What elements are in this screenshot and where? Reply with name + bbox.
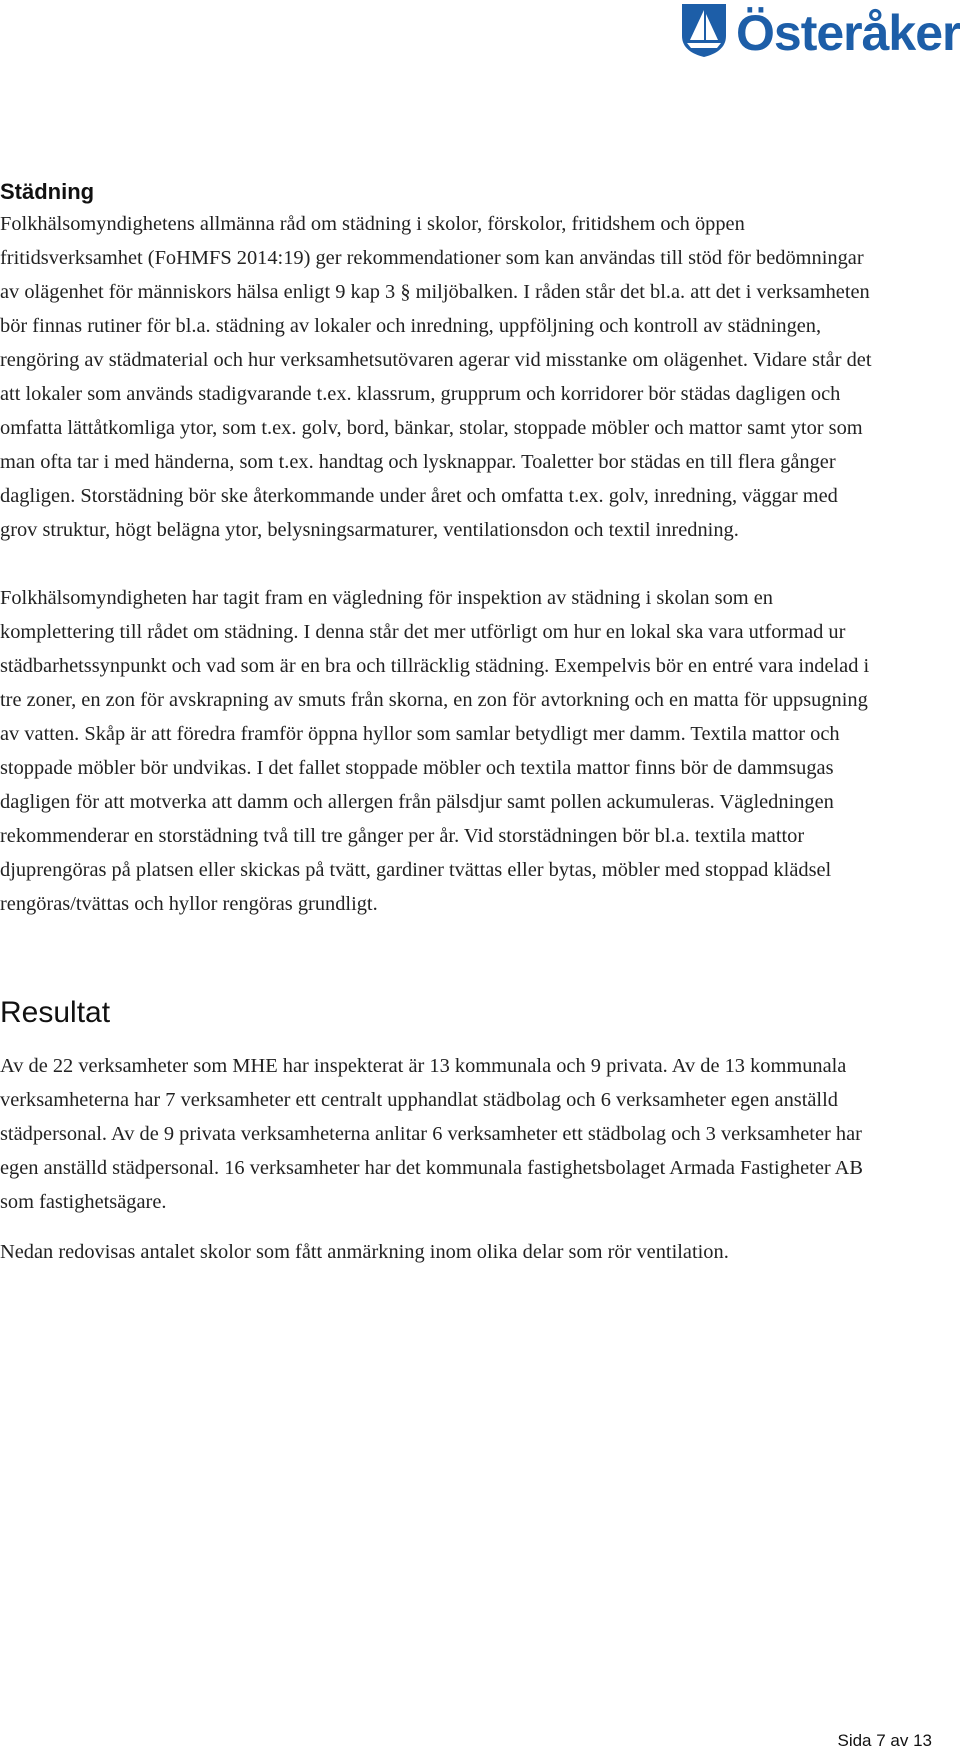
spacer [0, 547, 880, 581]
page-number: Sida 7 av 13 [837, 1731, 932, 1750]
paragraph: Folkhälsomyndighetens allmänna råd om städning i skolor, förskolor, fritidshem och öppen fritidsverksamhet (FoHMFS 2014:19) ger rekommendationer som kan användas till stöd för bedömningar av olägenhet för människors hälsa enligt 9 kap 3 § miljöbalken. I råden står det bl.a. att det i verksamheten bör finnas rutiner för bl.a. städning av lokaler och inredning, uppföljning och kontroll av städningen, rengöring av städmaterial och hur verksamhetsutövaren agerar vid misstanke om olägenhet. Vidare står det att lokaler som används stadigvarande t.ex. klassrum, grupprum och korridorer bör städas dagligen och omfatta lättåtkomliga ytor, som t.ex. golv, bord, bänkar, stolar, stoppade möbler och mattor samt ytor som man ofta tar i med händerna, som t.ex. handtag och lysknappar. Toaletter bor städas en till flera gånger dagligen. Storstädning bör ske återkommande under året och omfatta t.ex. golv, inredning, väggar med grov struktur, högt belägna ytor, belysningsarmaturer, ventilationsdon och textil inredning. [0, 213, 872, 541]
spacer [0, 1219, 880, 1235]
paragraph: Nedan redovisas antalet skolor som fått anmärkning inom olika delar som rör ventilation. [0, 1241, 729, 1263]
osteraker-logo [678, 2, 958, 64]
sailboat-shield-icon [678, 2, 730, 58]
spacer [0, 921, 880, 993]
spacer [0, 1033, 880, 1049]
paragraph: Av de 22 verksamheter som MHE har inspekterat är 13 kommunala och 9 privata. Av de 13 kommunala verksamheterna har 7 verksamheter ett centralt upphandlat städbolag och 6 verksamheter egen anställd städpersonal. Av de 9 privata verksamheterna anlitar 6 verksamheter ett städbolag och 3 verksamheter har egen anställd städpersonal. 16 verksamheter har det kommunala fastighetsbolaget Armada Fastigheter AB som fastighetsägare. [0, 1055, 863, 1213]
section-title-resultat: Resultat [0, 996, 111, 1029]
section-title-stadning: Städning [0, 179, 95, 204]
logo-text: Österåker [736, 5, 960, 61]
document-body [0, 175, 880, 1269]
paragraph: Folkhälsomyndigheten har tagit fram en vägledning för inspektion av städning i skolan som en komplettering till rådet om städning. I denna står det mer utförligt om hur en lokal ska vara utformad ur städbarhetssynpunkt och vad som är en bra och tillräcklig städning. Exempelvis bör en entré vara indelad i tre zoner, en zon för avskrapning av smuts från skorna, en zon för avtorkning och en matta för uppsugning av vatten. Skåp är att föredra framför öppna hyllor som samlar betydligt mer damm. Textila mattor och stoppade möbler bör undvikas. I det fallet stoppade möbler och textila mattor finns bör de dammsugas dagligen för att motverka att damm och allergen från pälsdjur samt pollen ackumuleras. Vägledningen rekommenderar en storstädning två till tre gånger per år. Vid storstädningen bör bl.a. textila mattor djuprengöras på platsen eller skickas på tvätt, gardiner tvättas eller bytas, möbler med stoppad klädsel rengöras/tvättas och hyllor rengöras grundligt. [0, 587, 870, 915]
